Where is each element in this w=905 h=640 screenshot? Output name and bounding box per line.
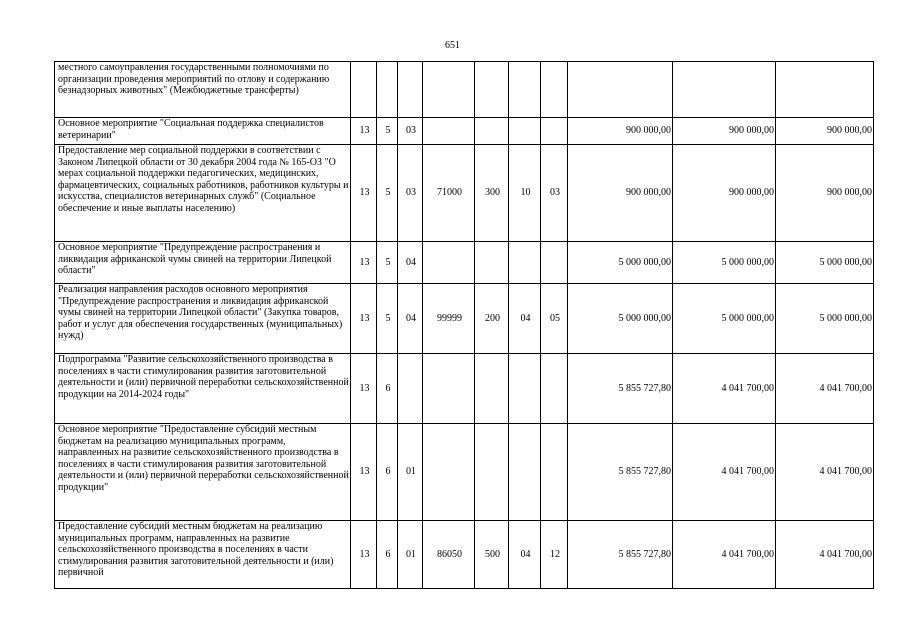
- section-code: [509, 118, 541, 145]
- row-name: Реализация направления расходов основного мероприятия "Предупреждение распространения и ликвидация африканской чумы свиней на территории Липецкой области" (Закупка товаров, работ и услуг для обеспечения государственных (муниципальных) нужд): [55, 284, 351, 354]
- amount-2: 900 000,00: [673, 118, 776, 145]
- amount-2: 5 000 000,00: [673, 242, 776, 284]
- amount-1: 900 000,00: [568, 118, 673, 145]
- expense-type-code: [475, 62, 509, 118]
- section-code: [509, 62, 541, 118]
- expense-type-code: [475, 354, 509, 424]
- section-code: 10: [509, 145, 541, 242]
- budget-table-body: [55, 62, 874, 589]
- subsection-code: 12: [541, 521, 568, 589]
- activity-code: 04: [398, 284, 423, 354]
- amount-2: 900 000,00: [673, 145, 776, 242]
- section-code: [509, 242, 541, 284]
- activity-code: 01: [398, 424, 423, 521]
- amount-2: 4 041 700,00: [673, 521, 776, 589]
- row-name: Подпрограмма "Развитие сельскохозяйственного производства в поселениях в части стимулирования развития заготовительной деятельности и (или) первичной переработки сельскохозяйственной продукции на 2014-2024 годы": [55, 354, 351, 424]
- subprogram-code: 5: [377, 145, 398, 242]
- expense-type-code: 500: [475, 521, 509, 589]
- program-code: 13: [351, 145, 377, 242]
- program-code: 13: [351, 521, 377, 589]
- subprogram-code: [377, 62, 398, 118]
- amount-2: 5 000 000,00: [673, 284, 776, 354]
- amount-1: 5 000 000,00: [568, 284, 673, 354]
- expense-type-code: [475, 118, 509, 145]
- row-name: Основное мероприятие "Социальная поддержка специалистов ветеринарии": [55, 118, 351, 145]
- amount-3: 900 000,00: [776, 145, 874, 242]
- activity-code: 01: [398, 521, 423, 589]
- table-row: [55, 118, 874, 145]
- amount-1: 5 000 000,00: [568, 242, 673, 284]
- expense-type-code: [475, 424, 509, 521]
- subprogram-code: 5: [377, 242, 398, 284]
- amount-3: 900 000,00: [776, 118, 874, 145]
- subprogram-code: 6: [377, 354, 398, 424]
- section-code: [509, 354, 541, 424]
- activity-code: [398, 62, 423, 118]
- table-row: [55, 354, 874, 424]
- amount-2: 4 041 700,00: [673, 354, 776, 424]
- program-code: 13: [351, 424, 377, 521]
- subprogram-code: 5: [377, 284, 398, 354]
- amount-3: 5 000 000,00: [776, 284, 874, 354]
- activity-code: [398, 354, 423, 424]
- expense-type-code: 200: [475, 284, 509, 354]
- subsection-code: 05: [541, 284, 568, 354]
- section-code: 04: [509, 284, 541, 354]
- direction-code: 86050: [423, 521, 475, 589]
- subsection-code: [541, 354, 568, 424]
- subsection-code: [541, 424, 568, 521]
- program-code: 13: [351, 242, 377, 284]
- amount-2: [673, 62, 776, 118]
- row-name: местного самоуправления государственными полномочиями по организации проведения мероприятий по отлову и содержанию безнадзорных животных" (Межбюджетные трансферты): [55, 62, 351, 118]
- table-row: [55, 145, 874, 242]
- table-row: [55, 62, 874, 118]
- program-code: [351, 62, 377, 118]
- amount-1: 900 000,00: [568, 145, 673, 242]
- subsection-code: [541, 62, 568, 118]
- table-row: [55, 284, 874, 354]
- subprogram-code: 5: [377, 118, 398, 145]
- amount-3: 4 041 700,00: [776, 354, 874, 424]
- direction-code: 99999: [423, 284, 475, 354]
- amount-2: 4 041 700,00: [673, 424, 776, 521]
- direction-code: [423, 62, 475, 118]
- direction-code: [423, 354, 475, 424]
- amount-3: 4 041 700,00: [776, 521, 874, 589]
- subprogram-code: 6: [377, 424, 398, 521]
- activity-code: 03: [398, 118, 423, 145]
- amount-3: 4 041 700,00: [776, 424, 874, 521]
- program-code: 13: [351, 284, 377, 354]
- program-code: 13: [351, 118, 377, 145]
- direction-code: 71000: [423, 145, 475, 242]
- expense-type-code: 300: [475, 145, 509, 242]
- row-name: Основное мероприятие "Предупреждение распространения и ликвидация африканской чумы свиней на территории Липецкой области": [55, 242, 351, 284]
- direction-code: [423, 424, 475, 521]
- activity-code: 03: [398, 145, 423, 242]
- direction-code: [423, 242, 475, 284]
- section-code: [509, 424, 541, 521]
- amount-1: 5 855 727,80: [568, 521, 673, 589]
- subsection-code: [541, 242, 568, 284]
- subprogram-code: 6: [377, 521, 398, 589]
- direction-code: [423, 118, 475, 145]
- amount-1: 5 855 727,80: [568, 424, 673, 521]
- budget-table: [54, 61, 874, 589]
- amount-1: 5 855 727,80: [568, 354, 673, 424]
- subsection-code: 03: [541, 145, 568, 242]
- amount-3: [776, 62, 874, 118]
- page-number: 651: [445, 40, 460, 51]
- activity-code: 04: [398, 242, 423, 284]
- table-row: [55, 424, 874, 521]
- table-row: [55, 242, 874, 284]
- expense-type-code: [475, 242, 509, 284]
- amount-1: [568, 62, 673, 118]
- row-name: Основное мероприятие "Предоставление субсидий местным бюджетам на реализацию муниципальных программ, направленных на развитие сельскохозяйственного производства в поселениях в части стимулирования развития заготовительной деятельности и (или) первичной переработки сельскохозяйственной продукции": [55, 424, 351, 521]
- row-name: Предоставление субсидий местным бюджетам на реализацию муниципальных программ, направленных на развитие сельскохозяйственного производства в поселениях в части стимулирования развития заготовительной деятельности и (или) первичной: [55, 521, 351, 589]
- subsection-code: [541, 118, 568, 145]
- section-code: 04: [509, 521, 541, 589]
- row-name: Предоставление мер социальной поддержки в соответствии с Законом Липецкой области от 30 декабря 2004 года № 165-ОЗ "О мерах социальной поддержки педагогических, медицинских, фармацевтических, социальных работников, работников культуры и искусства, специалистов ветеринарных служб" (Социальное обеспечение и иные выплаты населению): [55, 145, 351, 242]
- table-row: [55, 521, 874, 589]
- program-code: 13: [351, 354, 377, 424]
- amount-3: 5 000 000,00: [776, 242, 874, 284]
